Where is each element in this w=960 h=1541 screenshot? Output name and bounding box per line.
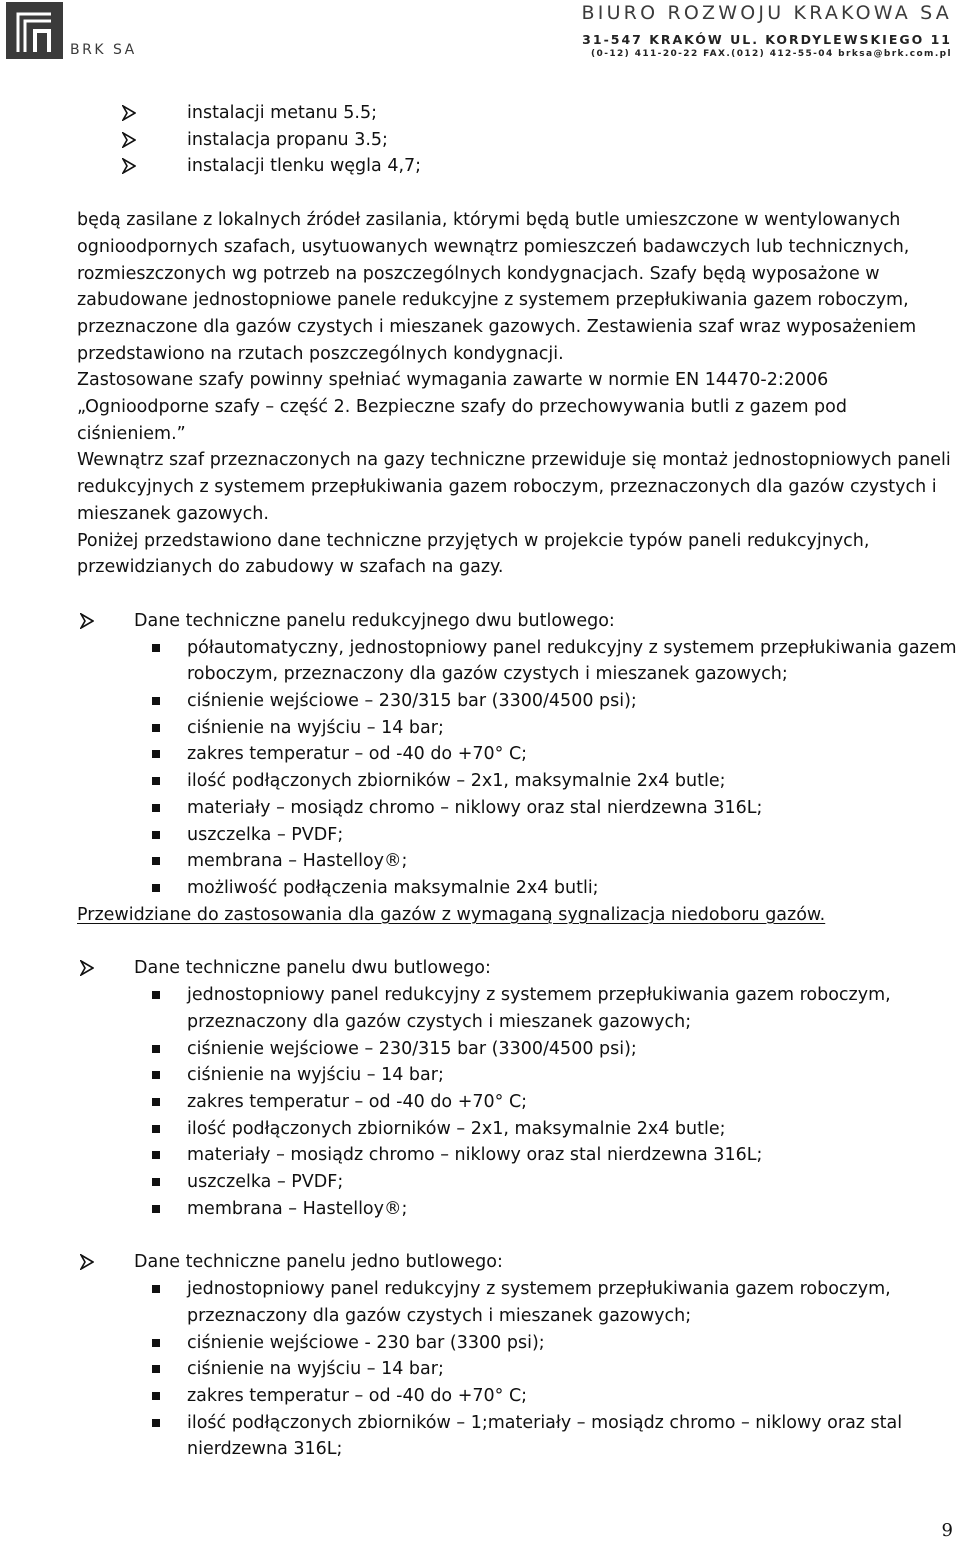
square-bullet-icon [152, 750, 160, 758]
page-number: 9 [941, 1520, 953, 1541]
list-item [77, 1089, 957, 1116]
arrow-bullet-icon [80, 1254, 94, 1270]
gas-installations-list [77, 100, 957, 180]
paragraph: Poniżej przedstawiono dane techniczne przyjętych w projekcie typów paneli redukcyjnych, przewidzianych do zabudowy w szafach na gazy. [77, 530, 870, 578]
list-item-text: membrana – Hastelloy®; [187, 851, 408, 872]
list-item [77, 1062, 957, 1089]
square-bullet-icon [152, 1071, 160, 1079]
paragraph: Zastosowane szafy powinny spełniać wymagania zawarte w normie EN 14470-2:2006 „Ognioodporne szafy – część 2. Bezpieczne szafy do przechowywania butli z gazem pod ciśnieniem.” [77, 370, 847, 444]
square-bullet-icon [152, 1419, 160, 1427]
square-bullet-icon [152, 1045, 160, 1053]
square-bullet-icon [152, 991, 160, 999]
list-item [77, 1276, 957, 1329]
square-bullet-icon [152, 1125, 160, 1133]
section-heading [77, 955, 957, 982]
list-item [77, 153, 957, 180]
list-item-text: jednostopniowy panel redukcyjny z systemem przepłukiwania gazem roboczym, przeznaczony dla gazów czystych i mieszanek gazowych; [187, 985, 891, 1032]
square-bullet-icon [152, 1339, 160, 1347]
list-item-text: półautomatyczny, jednostopniowy panel redukcyjny z systemem przepłukiwania gazem roboczym, przeznaczony dla gazów czystych i mieszanek gazowych; [187, 637, 957, 685]
list-item [77, 1169, 957, 1196]
arrow-bullet-icon [122, 132, 136, 148]
company-contact: (0-12) 411-20-22 FAX.(012) 412-55-04 brksa@brk.com.pl [591, 49, 952, 59]
arrow-bullet-icon [80, 613, 94, 629]
list-item-text: zakres temperatur – od -40 do +70° C; [187, 1091, 528, 1112]
list-item-text: uszczelka – PVDF; [187, 1172, 344, 1193]
square-bullet-icon [152, 724, 160, 732]
list-item-text: uszczelka – PVDF; [187, 824, 344, 845]
list-item [77, 795, 957, 822]
list-item [77, 822, 957, 849]
list-item-text: ciśnienie wejściowe - 230 bar (3300 psi); [187, 1332, 545, 1353]
list-item [77, 715, 957, 742]
list-item-text: membrana – Hastelloy®; [187, 1198, 408, 1219]
square-bullet-icon [152, 857, 160, 865]
arrow-bullet-icon [122, 105, 136, 121]
list-item [77, 768, 957, 795]
paragraph: Wewnątrz szaf przeznaczonych na gazy techniczne przewiduje się montaż jednostopniowych paneli redukcyjnych z systemem przepłukiwania gazem roboczym, przeznaczonych dla gazów czystych i mieszanek gazowych. [77, 450, 951, 524]
square-bullet-icon [152, 1151, 160, 1159]
list-item [77, 1116, 957, 1143]
list-item-text: instalacja propanu 3.5; [187, 129, 388, 150]
document-body [77, 100, 957, 1463]
list-item [77, 635, 957, 688]
list-item-text: ciśnienie na wyjściu – 14 bar; [187, 1359, 444, 1380]
square-bullet-icon [152, 644, 160, 652]
arrow-bullet-icon [80, 960, 94, 976]
square-bullet-icon [152, 1285, 160, 1293]
company-name: BIURO ROZWOJU KRAKOWA SA [581, 2, 952, 24]
list-item [77, 848, 957, 875]
header-company-info [552, 2, 952, 59]
list-item [77, 1356, 957, 1383]
square-bullet-icon [152, 1392, 160, 1400]
arrow-bullet-icon [122, 158, 136, 174]
list-item [77, 100, 957, 127]
square-bullet-icon [152, 697, 160, 705]
list-item-text: ciśnienie wejściowe – 230/315 bar (3300/4500 psi); [187, 1038, 637, 1059]
list-item-text: zakres temperatur – od -40 do +70° C; [187, 1385, 528, 1406]
square-bullet-icon [152, 1178, 160, 1186]
list-item [77, 982, 957, 1035]
list-item-text: ilość podłączonych zbiorników – 1;materiały – mosiądz chromo – niklowy oraz stal nierdzewna 316L; [187, 1412, 903, 1460]
section-note: Przewidziane do zastosowania dla gazów z wymaganą sygnalizacja niedoboru gazów. [77, 904, 826, 925]
list-item-text: ilość podłączonych zbiorników – 2x1, maksymalnie 2x4 butle; [187, 771, 726, 792]
section-title: Dane techniczne panelu dwu butlowego: [134, 958, 491, 979]
list-item-text: zakres temperatur – od -40 do +70° C; [187, 744, 528, 765]
spec-list [77, 635, 957, 902]
list-item-text: materiały – mosiądz chromo – niklowy oraz stal nierdzewna 316L; [187, 1145, 763, 1166]
page-header [0, 0, 960, 70]
square-bullet-icon [152, 1098, 160, 1106]
list-item-text: ilość podłączonych zbiorników – 2x1, maksymalnie 2x4 butle; [187, 1118, 726, 1139]
paragraph: będą zasilane z lokalnych źródeł zasilania, którymi będą butle umieszczone w wentylowanych ognioodpornych szafach, usytuowanych wewnątrz pomieszczeń badawczych lub technicznych, rozmieszczonych wg potrzeb na poszczególnych kondygnacjach. Szafy będą wyposażone w zabudowane jednostopniowe panele redukcyjne z systemem przepłukiwania gazem roboczym, przeznaczone dla gazów czystych i mieszanek gazowych. Zestawienia szaf wraz wyposażeniem przedstawiono na rzutach poszczególnych kondygnacji. [77, 210, 917, 364]
square-bullet-icon [152, 1365, 160, 1373]
list-item-text: instalacji tlenku węgla 4,7; [187, 156, 422, 177]
list-item-text: możliwość podłączenia maksymalnie 2x4 butli; [187, 877, 599, 898]
section-heading [77, 608, 957, 635]
list-item-text: ciśnienie na wyjściu – 14 bar; [187, 717, 444, 738]
list-item [77, 688, 957, 715]
list-item [77, 741, 957, 768]
list-item [77, 1383, 957, 1410]
square-bullet-icon [152, 884, 160, 892]
logo-text: BRK SA [70, 42, 137, 58]
spec-list [77, 982, 957, 1222]
list-item-text: ciśnienie wejściowe – 230/315 bar (3300/4500 psi); [187, 691, 637, 712]
section-title: Dane techniczne panelu redukcyjnego dwu butlowego: [134, 610, 615, 631]
list-item-text: instalacji metanu 5.5; [187, 103, 378, 123]
square-bullet-icon [152, 804, 160, 812]
list-item-text: jednostopniowy panel redukcyjny z systemem przepłukiwania gazem roboczym, przeznaczony dla gazów czystych i mieszanek gazowych; [187, 1279, 891, 1326]
list-item [77, 875, 957, 902]
square-bullet-icon [152, 777, 160, 785]
company-logo-icon [6, 2, 63, 59]
square-bullet-icon [152, 1205, 160, 1213]
list-item [77, 1142, 957, 1169]
section-heading [77, 1249, 957, 1276]
list-item [77, 1036, 957, 1063]
company-address: 31-547 KRAKÓW UL. KORDYLEWSKIEGO 11 [582, 32, 952, 47]
section-title: Dane techniczne panelu jedno butlowego: [134, 1252, 503, 1273]
list-item-text: ciśnienie na wyjściu – 14 bar; [187, 1065, 444, 1086]
list-item-text: materiały – mosiądz chromo – niklowy oraz stal nierdzewna 316L; [187, 797, 763, 818]
list-item [77, 1330, 957, 1357]
square-bullet-icon [152, 831, 160, 839]
spec-list [77, 1276, 957, 1463]
list-item [77, 1410, 957, 1463]
list-item [77, 1196, 957, 1223]
list-item [77, 127, 957, 154]
